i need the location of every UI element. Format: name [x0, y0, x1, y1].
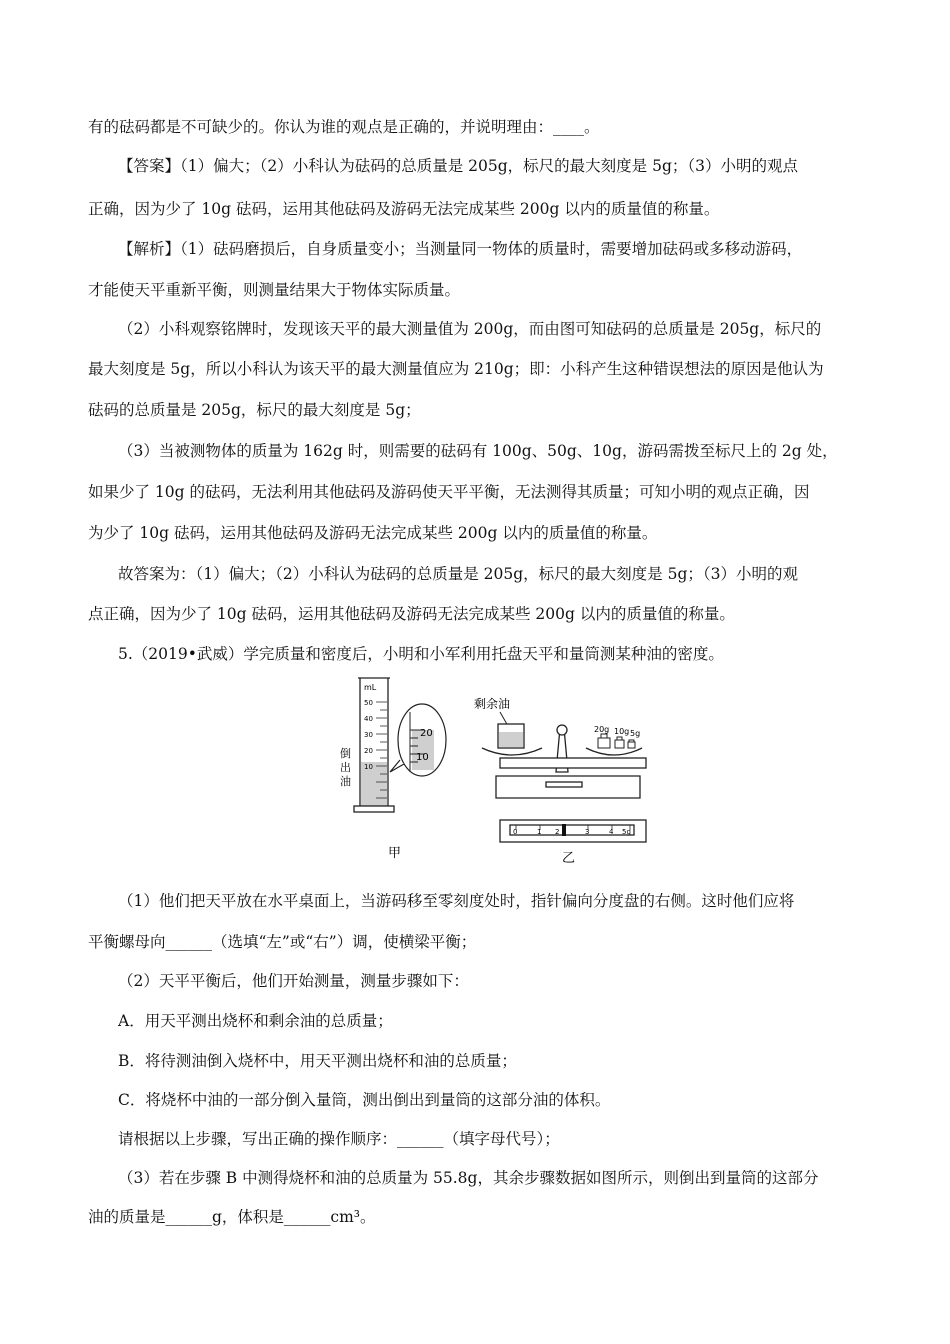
step-b: B．将待测油倒入烧杯中，用天平测出烧杯和油的总质量； [118, 1052, 517, 1070]
rider-marker [562, 824, 566, 836]
weight-label: 20g [594, 725, 610, 734]
text-line: （2）小科观察铭牌时，发现该天平的最大测量值为 200g，而由图可知砝码的总质量是 205g，标尺的 [118, 320, 822, 338]
cylinder-tick-label: 40 [364, 715, 373, 723]
scale-tick-label: 1 [537, 828, 542, 836]
weight-label: 10g [614, 727, 630, 736]
text-line: 才能使天平重新平衡，则测量结果大于物体实际质量。 [88, 281, 461, 299]
figure-drawing [340, 672, 650, 872]
text-line: （3）当被测物体的质量为 162g 时，则需要的砝码有 100g、50g、10g，游码需拨至标尺上的 2g 处， [118, 442, 838, 460]
question-part-3-cont: 油的质量是______g，体积是______cm³。 [88, 1208, 376, 1226]
analysis-label-line: 【解析】（1）砝码磨损后，自身质量变小；当测量同一物体的质量时，需要增加砝码或多移动游码， [118, 240, 803, 258]
zoom-tick-label: 20 [420, 728, 433, 739]
text-line: 正确，因为少了 10g 砝码，运用其他砝码及游码无法完成某些 200g 以内的质量值的称量。 [88, 200, 720, 218]
pour-out-label: 倒 [340, 747, 351, 760]
question-part-1: （1）他们把天平放在水平桌面上，当游码移至零刻度处时，指针偏向分度盘的右侧。这时他们应将 [118, 892, 795, 910]
pour-out-label: 出 [340, 761, 351, 774]
pour-out-label: 油 [340, 775, 351, 788]
step-a: A．用天平测出烧杯和剩余油的总质量； [118, 1012, 393, 1030]
scale-tick-label: 5g [622, 828, 631, 836]
experiment-figure [340, 672, 650, 872]
question-part-2: （2）天平平衡后，他们开始测量，测量步骤如下： [118, 972, 469, 990]
cylinder-tick-label: 50 [364, 699, 373, 707]
scale-tick-label: 0 [513, 828, 518, 836]
text-line: 有的砝码都是不可缺少的。你认为谁的观点是正确的，并说明理由：____。 [88, 118, 600, 136]
zoom-tick-label: 10 [416, 752, 429, 763]
cylinder-tick-label: 20 [364, 747, 373, 755]
caption-b: 乙 [562, 851, 576, 866]
cylinder-unit: mL [364, 683, 377, 692]
question-part-3: （3）若在步骤 B 中测得烧杯和油的总质量为 55.8g，其余步骤数据如图所示，则倒出到量筒的这部分 [118, 1169, 819, 1187]
caption-a: 甲 [388, 846, 402, 861]
order-prompt: 请根据以上步骤，写出正确的操作顺序：______（填字母代号）； [118, 1130, 560, 1148]
question-part-1-cont: 平衡螺母向______（选填“左”或“右”）调，使横梁平衡； [88, 933, 477, 951]
answer-label-line: 【答案】（1）偏大；（2）小科认为砝码的总质量是 205g，标尺的最大刻度是 5g；（3）小明的观点 [118, 157, 798, 175]
weight-label: 5g [630, 729, 641, 738]
text-line: 故答案为：（1）偏大；（2）小科认为砝码的总质量是 205g，标尺的最大刻度是 5g；（3）小明的观 [118, 565, 798, 583]
scale-tick-label: 3 [585, 828, 590, 836]
text-line: 点正确，因为少了 10g 砝码，运用其他砝码及游码无法完成某些 200g 以内的质量值的称量。 [88, 605, 735, 623]
text-line: 如果少了 10g 的砝码，无法利用其他砝码及游码使天平平衡，无法测得其质量；可知小明的观点正确，因 [88, 483, 810, 501]
cylinder-tick-label: 10 [364, 763, 373, 771]
text-line: 砝码的总质量是 205g，标尺的最大刻度是 5g； [88, 401, 421, 419]
scale-tick-label: 4 [609, 828, 614, 836]
step-c: C．将烧杯中油的一部分倒入量筒，测出倒出到量筒的这部分油的体积。 [118, 1091, 611, 1109]
question-title: 5.（2019•武威）学完质量和密度后，小明和小军利用托盘天平和量筒测某种油的密度。 [118, 645, 724, 663]
text-line: 为少了 10g 砝码，运用其他砝码及游码无法完成某些 200g 以内的质量值的称量。 [88, 524, 658, 542]
text-line: 最大刻度是 5g，所以小科认为该天平的最大测量值应为 210g；即：小科产生这种错误想法的原因是他认为 [88, 360, 824, 378]
scale-tick-label: 2 [555, 828, 560, 836]
cylinder-tick-label: 30 [364, 731, 373, 739]
remaining-oil-label: 剩余油 [474, 697, 511, 711]
